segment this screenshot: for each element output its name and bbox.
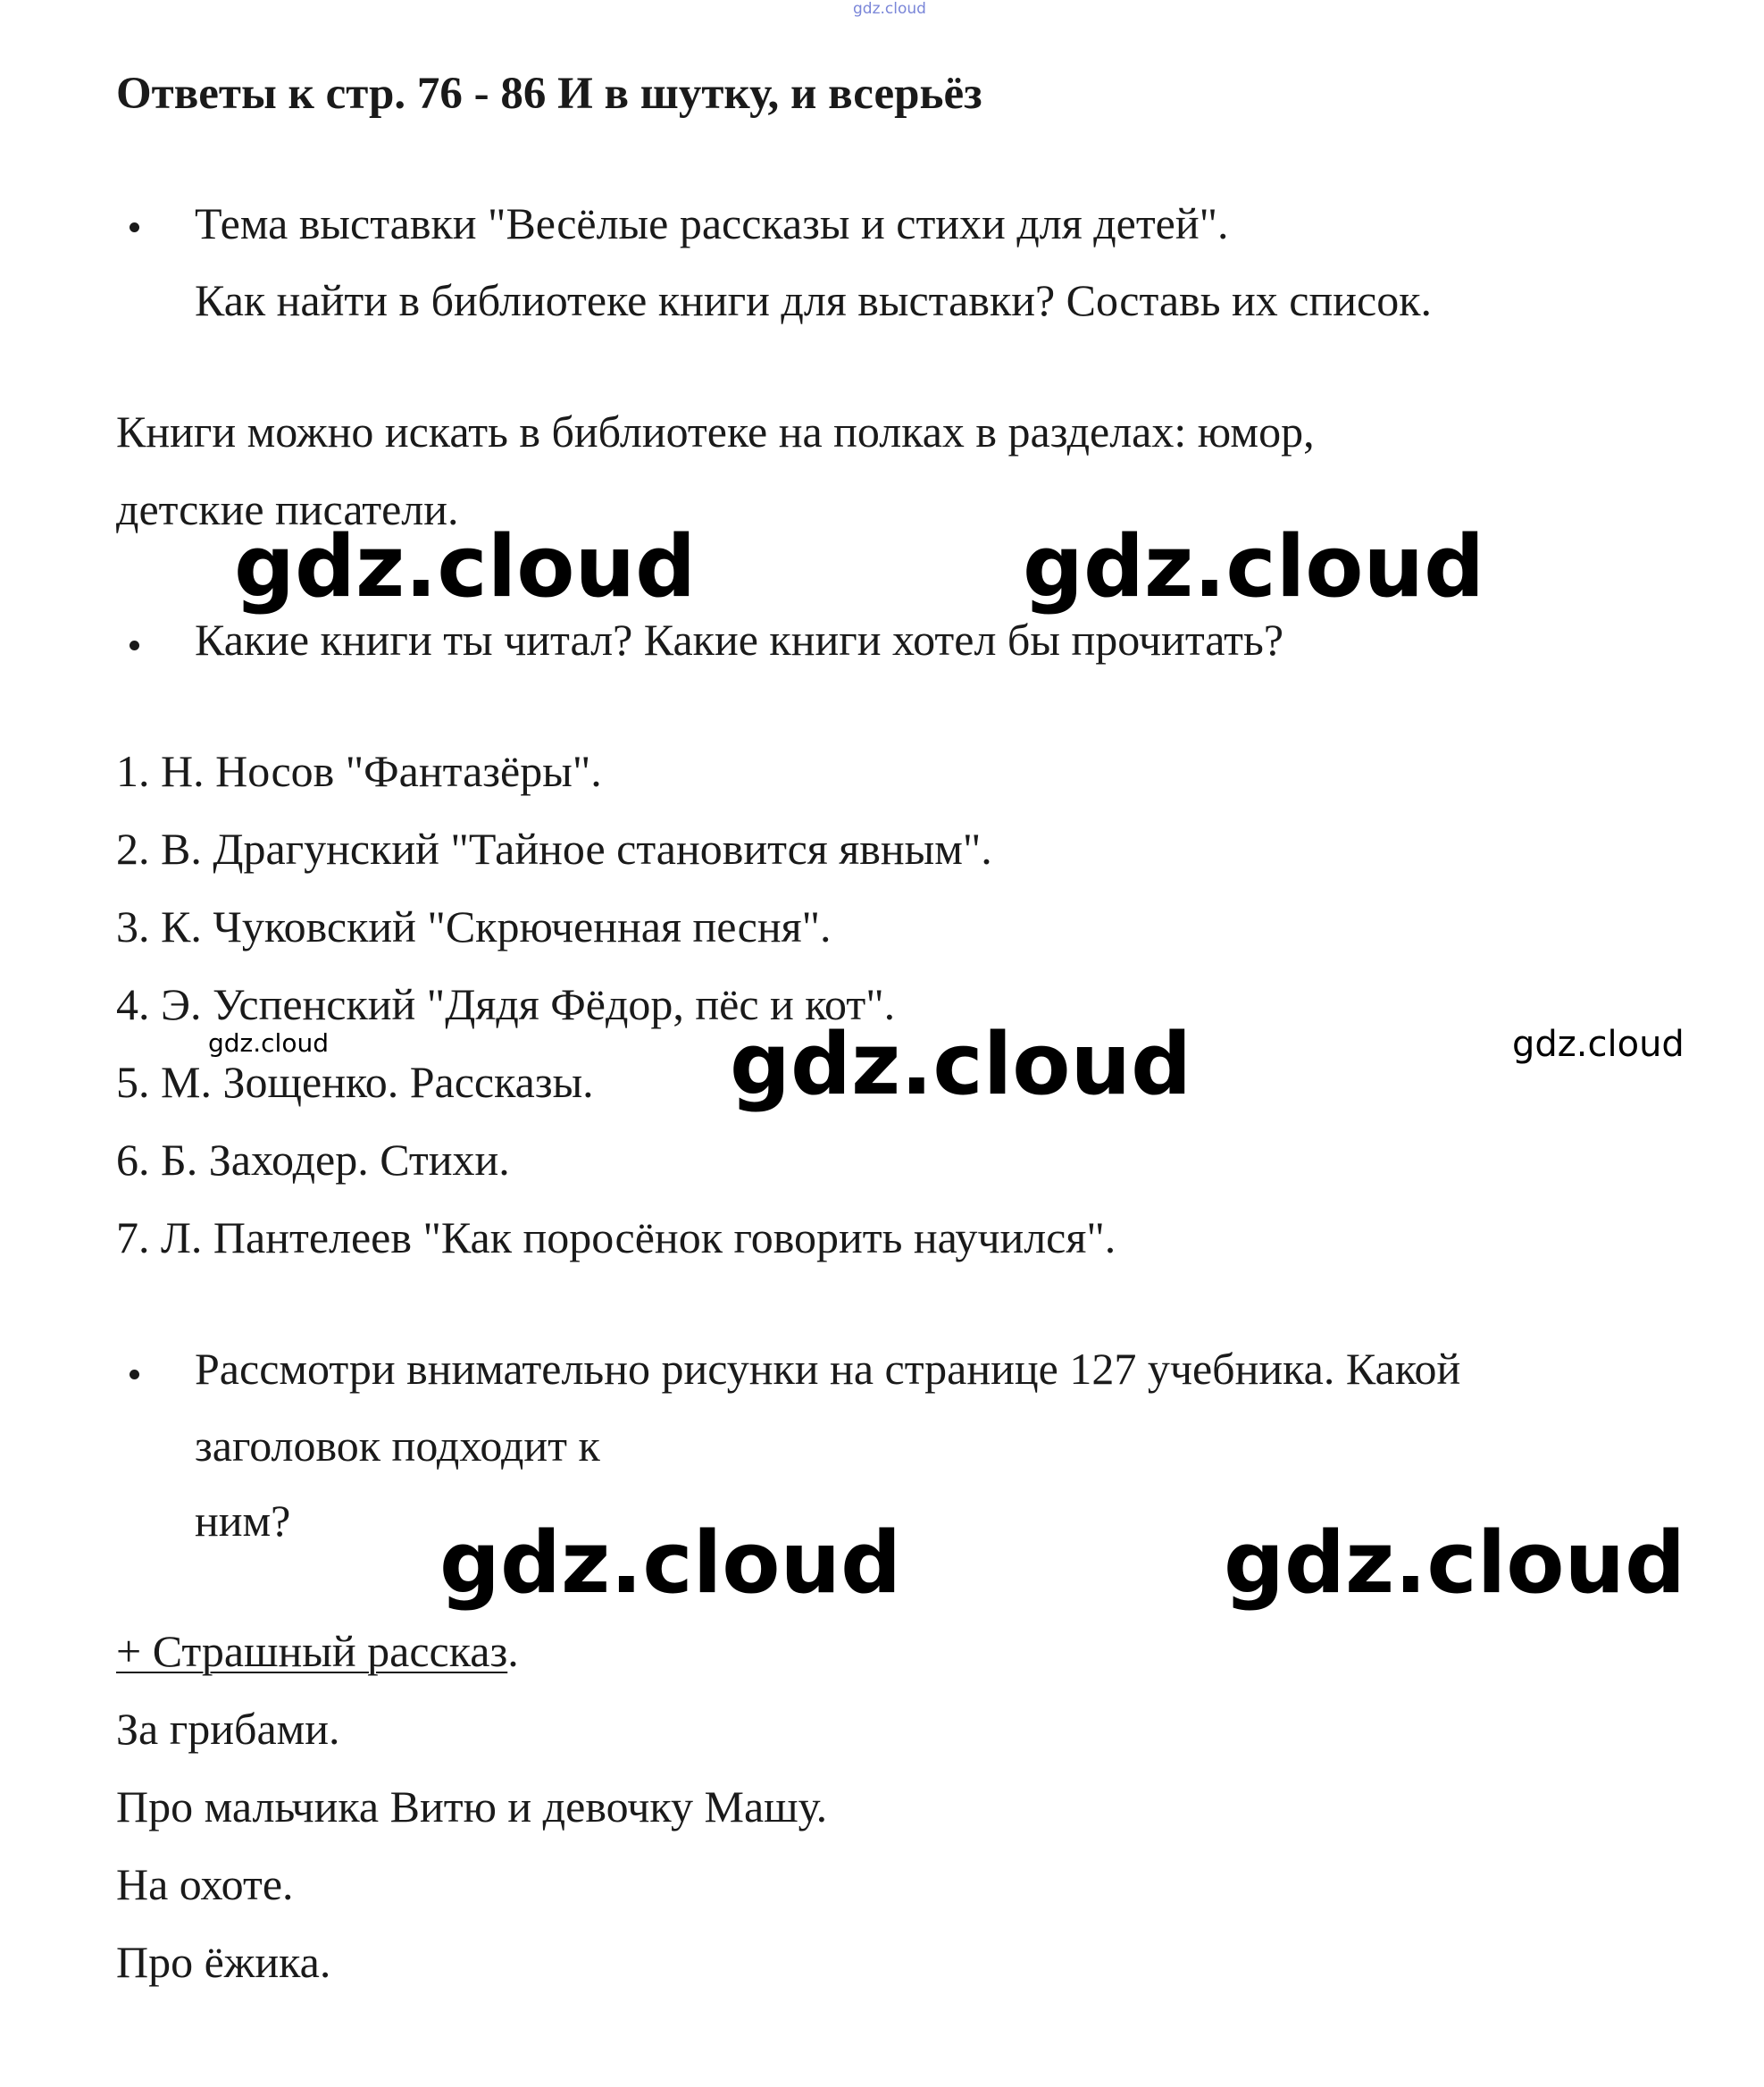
page-title: Ответы к стр. 76 - 86 И в шутку, и всерьёз bbox=[116, 69, 982, 119]
watermark: gdz.cloud bbox=[1023, 518, 1485, 616]
answer-text: Книги можно искать в библиотеке на полках в разделах: юмор, bbox=[116, 407, 1315, 457]
question-text: Какие книги ты читал? Какие книги хотел бы прочитать? bbox=[195, 615, 1284, 665]
selected-answer-text: + Страшный рассказ bbox=[116, 1626, 508, 1676]
answer-option: Про мальчика Витю и девочку Машу. bbox=[116, 1781, 828, 1831]
bullet-marker bbox=[130, 641, 139, 650]
watermark: gdz.cloud bbox=[234, 518, 697, 616]
answer-option: За грибами. bbox=[116, 1704, 340, 1754]
list-item: 2. В. Драгунский "Тайное становится явным". bbox=[116, 824, 992, 874]
list-item: 3. К. Чуковский "Скрюченная песня". bbox=[116, 901, 832, 951]
question-text: Тема выставки "Весёлые рассказы и стихи для детей". bbox=[195, 198, 1229, 248]
top-watermark: gdz.cloud bbox=[853, 0, 926, 18]
watermark: gdz.cloud bbox=[730, 1016, 1192, 1114]
bullet-marker bbox=[130, 1370, 139, 1379]
watermark: gdz.cloud bbox=[1512, 1024, 1685, 1065]
selected-answer-period: . bbox=[507, 1626, 519, 1676]
question-text: Рассмотри внимательно рисунки на странице 127 учебника. Какой bbox=[195, 1344, 1461, 1394]
answer-text: детские писатели. bbox=[116, 484, 459, 534]
list-item: 1. Н. Носов "Фантазёры". bbox=[116, 746, 602, 796]
question-text: заголовок подходит к bbox=[195, 1421, 600, 1471]
list-item: 6. Б. Заходер. Стихи. bbox=[116, 1135, 510, 1185]
question-text: ним? bbox=[195, 1496, 291, 1546]
answer-option: На охоте. bbox=[116, 1859, 294, 1909]
watermark: gdz.cloud bbox=[208, 1028, 329, 1058]
bullet-marker bbox=[130, 222, 139, 232]
question-text: Как найти в библиотеке книги для выставки? Составь их список. bbox=[195, 275, 1432, 325]
watermark: gdz.cloud bbox=[439, 1514, 902, 1613]
list-item: 4. Э. Успенский "Дядя Фёдор, пёс и кот". bbox=[116, 979, 896, 1029]
selected-answer bbox=[116, 1624, 519, 1678]
watermark: gdz.cloud bbox=[1224, 1514, 1686, 1613]
list-item: 5. М. Зощенко. Рассказы. bbox=[116, 1057, 594, 1107]
answer-option: Про ёжика. bbox=[116, 1937, 331, 1987]
list-item: 7. Л. Пантелеев "Как поросёнок говорить научился". bbox=[116, 1212, 1116, 1262]
